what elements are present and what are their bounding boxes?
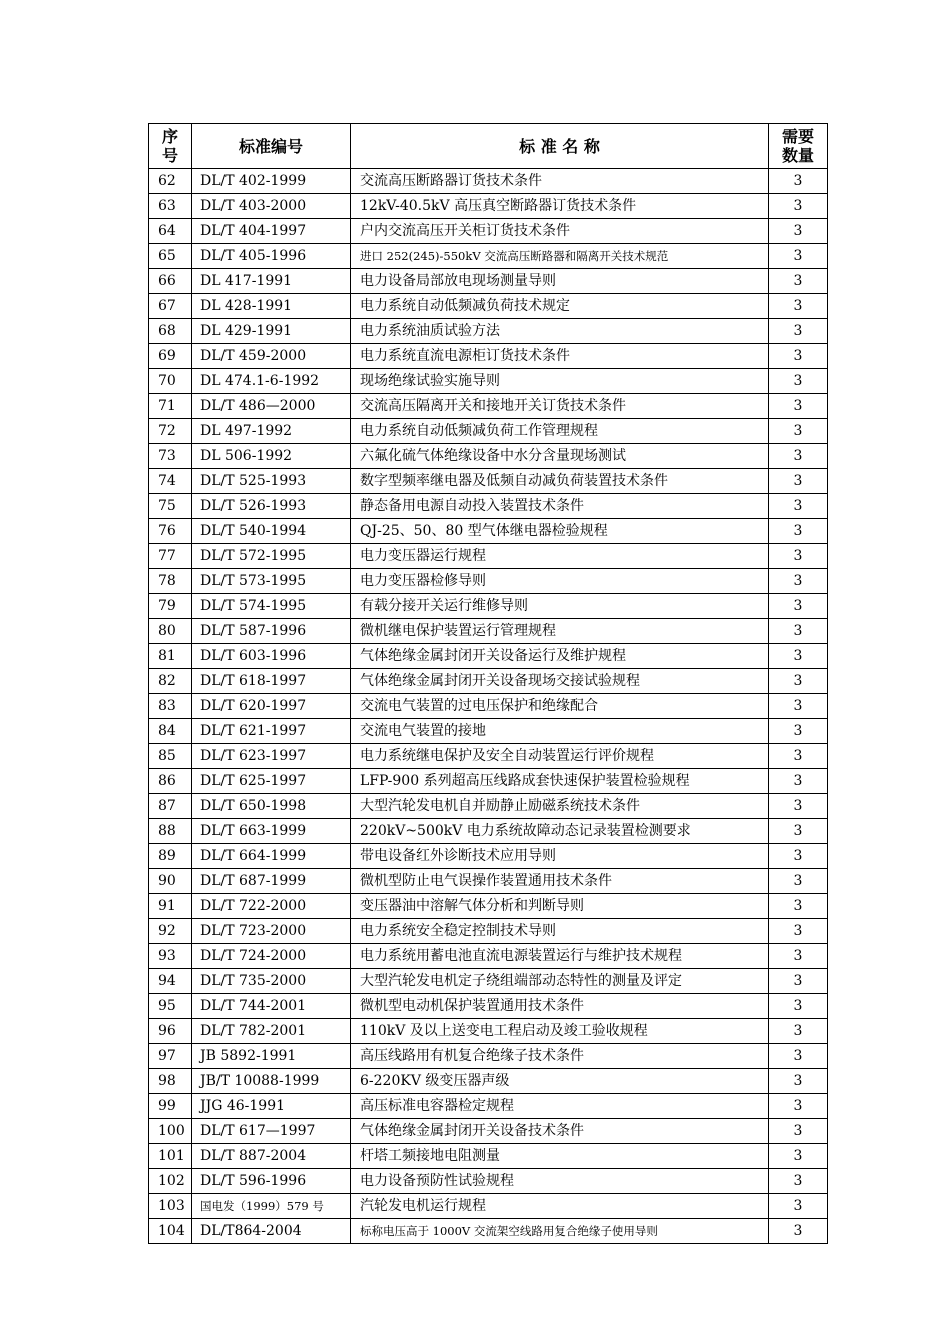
row-qty: 3 — [769, 869, 828, 894]
table-row — [149, 769, 828, 794]
row-code: DL/T 723-2000 — [192, 919, 351, 944]
row-qty: 3 — [769, 469, 828, 494]
row-code: 国电发（1999）579 号 — [192, 1194, 351, 1219]
table-row — [149, 419, 828, 444]
row-name: 电力设备预防性试验规程 — [351, 1169, 769, 1194]
row-code: DL/T 402-1999 — [192, 169, 351, 194]
row-no: 101 — [149, 1144, 192, 1169]
row-name: 电力系统安全稳定控制技术导则 — [351, 919, 769, 944]
row-no: 98 — [149, 1069, 192, 1094]
row-name: 六氟化硫气体绝缘设备中水分含量现场测试 — [351, 444, 769, 469]
row-name: 气体绝缘金属封闭开关设备技术条件 — [351, 1119, 769, 1144]
row-qty: 3 — [769, 1144, 828, 1169]
row-qty: 3 — [769, 169, 828, 194]
row-name: 现场绝缘试验实施导则 — [351, 369, 769, 394]
row-name: 电力变压器运行规程 — [351, 544, 769, 569]
row-name: 气体绝缘金属封闭开关设备现场交接试验规程 — [351, 669, 769, 694]
row-name: LFP-900 系列超高压线路成套快速保护装置检验规程 — [351, 769, 769, 794]
row-code: DL/T 526-1993 — [192, 494, 351, 519]
row-name: 交流电气装置的接地 — [351, 719, 769, 744]
row-no: 68 — [149, 319, 192, 344]
row-name: 带电设备红外诊断技术应用导则 — [351, 844, 769, 869]
row-qty: 3 — [769, 1069, 828, 1094]
table-row — [149, 1119, 828, 1144]
row-name: 交流电气装置的过电压保护和绝缘配合 — [351, 694, 769, 719]
table-row — [149, 319, 828, 344]
row-no: 66 — [149, 269, 192, 294]
row-no: 94 — [149, 969, 192, 994]
row-code: DL/T 486—2000 — [192, 394, 351, 419]
table-row — [149, 444, 828, 469]
table-row — [149, 869, 828, 894]
row-no: 73 — [149, 444, 192, 469]
row-qty: 3 — [769, 369, 828, 394]
table-row — [149, 469, 828, 494]
table-row — [149, 594, 828, 619]
row-no: 97 — [149, 1044, 192, 1069]
row-qty: 3 — [769, 1169, 828, 1194]
row-qty: 3 — [769, 194, 828, 219]
row-no: 70 — [149, 369, 192, 394]
row-qty: 3 — [769, 744, 828, 769]
row-qty: 3 — [769, 294, 828, 319]
row-name: 气体绝缘金属封闭开关设备运行及维护规程 — [351, 644, 769, 669]
row-no: 96 — [149, 1019, 192, 1044]
row-name: 大型汽轮发电机自并励静止励磁系统技术条件 — [351, 794, 769, 819]
table-row — [149, 719, 828, 744]
row-code: DL 428-1991 — [192, 294, 351, 319]
row-code: DL/T 574-1995 — [192, 594, 351, 619]
row-name: 进口 252(245)-550kV 交流高压断路器和隔离开关技术规范 — [351, 244, 769, 269]
table-row — [149, 544, 828, 569]
header-name: 标 准 名 称 — [351, 124, 769, 169]
row-no: 103 — [149, 1194, 192, 1219]
row-name: 电力设备局部放电现场测量导则 — [351, 269, 769, 294]
row-qty: 3 — [769, 1094, 828, 1119]
row-code: JJG 46-1991 — [192, 1094, 351, 1119]
row-qty: 3 — [769, 719, 828, 744]
row-no: 74 — [149, 469, 192, 494]
row-name: 电力变压器检修导则 — [351, 569, 769, 594]
row-code: DL 429-1991 — [192, 319, 351, 344]
row-code: DL/T 722-2000 — [192, 894, 351, 919]
row-no: 89 — [149, 844, 192, 869]
table-row — [149, 369, 828, 394]
table-row — [149, 944, 828, 969]
row-no: 71 — [149, 394, 192, 419]
row-no: 86 — [149, 769, 192, 794]
row-no: 80 — [149, 619, 192, 644]
table-row — [149, 269, 828, 294]
row-code: DL/T 735-2000 — [192, 969, 351, 994]
row-qty: 3 — [769, 1194, 828, 1219]
row-qty: 3 — [769, 244, 828, 269]
row-code: DL/T 887-2004 — [192, 1144, 351, 1169]
row-no: 99 — [149, 1094, 192, 1119]
row-no: 79 — [149, 594, 192, 619]
table-row — [149, 994, 828, 1019]
row-name: 6-220KV 级变压器声级 — [351, 1069, 769, 1094]
row-code: DL 506-1992 — [192, 444, 351, 469]
table-header — [149, 124, 828, 169]
row-qty: 3 — [769, 319, 828, 344]
row-qty: 3 — [769, 1119, 828, 1144]
row-no: 100 — [149, 1119, 192, 1144]
row-code: DL/T 724-2000 — [192, 944, 351, 969]
row-name: 电力系统自动低频减负荷工作管理规程 — [351, 419, 769, 444]
row-qty: 3 — [769, 919, 828, 944]
table-row — [149, 569, 828, 594]
table-row — [149, 894, 828, 919]
row-qty: 3 — [769, 444, 828, 469]
table-row — [149, 794, 828, 819]
row-code: DL/T 744-2001 — [192, 994, 351, 1019]
row-no: 92 — [149, 919, 192, 944]
row-name: 户内交流高压开关柜订货技术条件 — [351, 219, 769, 244]
row-code: DL/T 403-2000 — [192, 194, 351, 219]
row-code: DL/T 623-1997 — [192, 744, 351, 769]
row-name: 变压器油中溶解气体分析和判断导则 — [351, 894, 769, 919]
row-name: 12kV-40.5kV 高压真空断路器订货技术条件 — [351, 194, 769, 219]
header-qty-line1: 需要 — [781, 127, 814, 146]
row-no: 84 — [149, 719, 192, 744]
row-code: DL/T864-2004 — [192, 1219, 351, 1244]
row-no: 62 — [149, 169, 192, 194]
row-name: 标称电压高于 1000V 交流架空线路用复合绝缘子使用导则 — [351, 1219, 769, 1244]
row-code: DL/T 782-2001 — [192, 1019, 351, 1044]
row-qty: 3 — [769, 494, 828, 519]
row-code: DL/T 620-1997 — [192, 694, 351, 719]
row-code: DL/T 540-1994 — [192, 519, 351, 544]
row-qty: 3 — [769, 519, 828, 544]
row-name: 汽轮发电机运行规程 — [351, 1194, 769, 1219]
table-row — [149, 1094, 828, 1119]
row-code: DL/T 621-1997 — [192, 719, 351, 744]
row-qty: 3 — [769, 694, 828, 719]
header-no: 序 号 — [149, 124, 192, 169]
row-code: JB 5892-1991 — [192, 1044, 351, 1069]
row-name: 220kV~500kV 电力系统故障动态记录装置检测要求 — [351, 819, 769, 844]
header-qty — [769, 124, 828, 169]
table-row — [149, 644, 828, 669]
row-code: DL/T 663-1999 — [192, 819, 351, 844]
row-no: 81 — [149, 644, 192, 669]
table-row — [149, 294, 828, 319]
table-row — [149, 969, 828, 994]
row-no: 72 — [149, 419, 192, 444]
row-qty: 3 — [769, 669, 828, 694]
row-code: JB/T 10088-1999 — [192, 1069, 351, 1094]
row-code: DL 417-1991 — [192, 269, 351, 294]
table-row — [149, 1219, 828, 1244]
row-qty: 3 — [769, 644, 828, 669]
table-row — [149, 744, 828, 769]
row-no: 91 — [149, 894, 192, 919]
row-qty: 3 — [769, 1044, 828, 1069]
row-code: DL/T 687-1999 — [192, 869, 351, 894]
row-no: 64 — [149, 219, 192, 244]
row-code: DL/T 573-1995 — [192, 569, 351, 594]
table-row — [149, 694, 828, 719]
row-code: DL/T 596-1996 — [192, 1169, 351, 1194]
row-code: DL/T 404-1997 — [192, 219, 351, 244]
row-name: 微机型电动机保护装置通用技术条件 — [351, 994, 769, 1019]
row-no: 83 — [149, 694, 192, 719]
row-code: DL/T 664-1999 — [192, 844, 351, 869]
row-qty: 3 — [769, 269, 828, 294]
table-row — [149, 1019, 828, 1044]
row-code: DL/T 405-1996 — [192, 244, 351, 269]
row-qty: 3 — [769, 894, 828, 919]
table-body — [149, 169, 828, 1244]
table-row — [149, 344, 828, 369]
table-row — [149, 619, 828, 644]
row-qty: 3 — [769, 344, 828, 369]
row-name: 电力系统继电保护及安全自动装置运行评价规程 — [351, 744, 769, 769]
table-row — [149, 244, 828, 269]
row-qty: 3 — [769, 769, 828, 794]
table-row — [149, 519, 828, 544]
row-no: 69 — [149, 344, 192, 369]
row-qty: 3 — [769, 944, 828, 969]
row-code: DL/T 525-1993 — [192, 469, 351, 494]
row-name: 交流高压隔离开关和接地开关订货技术条件 — [351, 394, 769, 419]
row-qty: 3 — [769, 1219, 828, 1244]
row-name: 微机型防止电气误操作装置通用技术条件 — [351, 869, 769, 894]
row-no: 104 — [149, 1219, 192, 1244]
row-no: 82 — [149, 669, 192, 694]
row-name: 微机继电保护装置运行管理规程 — [351, 619, 769, 644]
row-no: 63 — [149, 194, 192, 219]
row-no: 85 — [149, 744, 192, 769]
row-name: 交流高压断路器订货技术条件 — [351, 169, 769, 194]
row-no: 102 — [149, 1169, 192, 1194]
row-no: 75 — [149, 494, 192, 519]
table-row — [149, 394, 828, 419]
table-row — [149, 844, 828, 869]
row-qty: 3 — [769, 619, 828, 644]
table-row — [149, 669, 828, 694]
row-qty: 3 — [769, 844, 828, 869]
row-code: DL 497-1992 — [192, 419, 351, 444]
row-name: 数字型频率继电器及低频自动减负荷装置技术条件 — [351, 469, 769, 494]
row-qty: 3 — [769, 969, 828, 994]
row-code: DL/T 618-1997 — [192, 669, 351, 694]
table-row — [149, 1069, 828, 1094]
row-code: DL/T 650-1998 — [192, 794, 351, 819]
row-name: 电力系统直流电源柜订货技术条件 — [351, 344, 769, 369]
row-no: 95 — [149, 994, 192, 1019]
table-row — [149, 1144, 828, 1169]
row-code: DL/T 625-1997 — [192, 769, 351, 794]
row-name: 高压线路用有机复合绝缘子技术条件 — [351, 1044, 769, 1069]
row-qty: 3 — [769, 819, 828, 844]
row-qty: 3 — [769, 1019, 828, 1044]
table-row — [149, 819, 828, 844]
row-code: DL/T 459-2000 — [192, 344, 351, 369]
row-name: 大型汽轮发电机定子绕组端部动态特性的测量及评定 — [351, 969, 769, 994]
row-no: 78 — [149, 569, 192, 594]
row-name: 有载分接开关运行维修导则 — [351, 594, 769, 619]
row-qty: 3 — [769, 394, 828, 419]
row-no: 65 — [149, 244, 192, 269]
row-qty: 3 — [769, 994, 828, 1019]
row-name: 电力系统自动低频减负荷技术规定 — [351, 294, 769, 319]
table-row — [149, 219, 828, 244]
table-row — [149, 1044, 828, 1069]
table-row — [149, 169, 828, 194]
row-name: 静态备用电源自动投入装置技术条件 — [351, 494, 769, 519]
row-name: 高压标准电容器检定规程 — [351, 1094, 769, 1119]
standards-table — [148, 123, 828, 1244]
table-row — [149, 494, 828, 519]
row-name: 杆塔工频接地电阻测量 — [351, 1144, 769, 1169]
row-qty: 3 — [769, 219, 828, 244]
table-row — [149, 194, 828, 219]
row-qty: 3 — [769, 594, 828, 619]
row-code: DL 474.1-6-1992 — [192, 369, 351, 394]
row-code: DL/T 572-1995 — [192, 544, 351, 569]
table-row — [149, 1169, 828, 1194]
row-qty: 3 — [769, 569, 828, 594]
row-name: 电力系统油质试验方法 — [351, 319, 769, 344]
row-qty: 3 — [769, 544, 828, 569]
row-no: 88 — [149, 819, 192, 844]
row-no: 87 — [149, 794, 192, 819]
row-code: DL/T 603-1996 — [192, 644, 351, 669]
row-no: 67 — [149, 294, 192, 319]
row-no: 90 — [149, 869, 192, 894]
header-row — [149, 124, 828, 169]
row-name: 电力系统用蓄电池直流电源装置运行与维护技术规程 — [351, 944, 769, 969]
header-code: 标准编号 — [192, 124, 351, 169]
row-qty: 3 — [769, 419, 828, 444]
table-row — [149, 1194, 828, 1219]
row-code: DL/T 587-1996 — [192, 619, 351, 644]
row-name: 110kV 及以上送变电工程启动及竣工验收规程 — [351, 1019, 769, 1044]
header-qty-line2: 数量 — [781, 146, 814, 165]
row-no: 77 — [149, 544, 192, 569]
row-code: DL/T 617—1997 — [192, 1119, 351, 1144]
row-no: 93 — [149, 944, 192, 969]
row-name: QJ-25、50、80 型气体继电器检验规程 — [351, 519, 769, 544]
row-qty: 3 — [769, 794, 828, 819]
row-no: 76 — [149, 519, 192, 544]
table-row — [149, 919, 828, 944]
